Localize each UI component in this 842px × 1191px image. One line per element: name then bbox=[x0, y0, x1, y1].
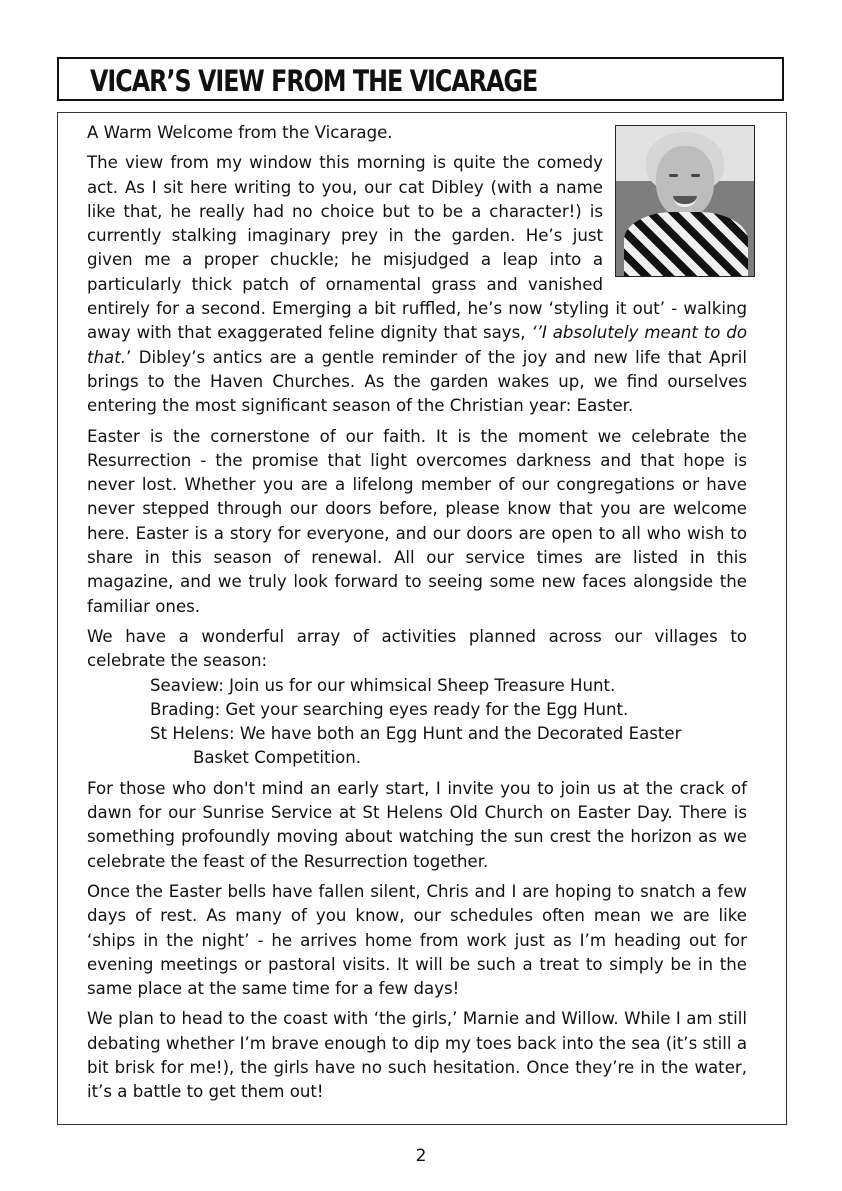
paragraph-easter: Easter is the cornerstone of our faith. It is the moment we celebrate the Resurrection - the promise that light overcomes darkness and that hope is never lost. Whether you are a lifelong member of our congregations or have never stepped through our doors before, please know that you are welcome here. Easter is a story for everyone, and our doors are open to all who wish to share in this season of renewal. All our service times are listed in this magazine, and we truly look forward to seeing some new faces alongside the familiar ones. bbox=[87, 426, 747, 616]
paragraph-sunrise: For those who don't mind an early start, I invite you to join us at the crack of dawn for our Sunrise Service at St Helens Old Church on Easter Day. There is something profoundly moving about watching the sun crest the horizon as we celebrate the feast of the Resurrection together. bbox=[87, 778, 747, 871]
cat-quote: ‘’I absolutely meant to do that. bbox=[87, 323, 747, 367]
activity-st-helens: St Helens: We have both an Egg Hunt and the Decorated Easter bbox=[150, 724, 682, 744]
article-box bbox=[57, 112, 787, 1125]
paragraph-rest: Once the Easter bells have fallen silent, Chris and I are hoping to snatch a few days of rest. As many of you know, our schedules often mean we are like ‘ships in the night’ - he arrives home from work just as I’m heading out for evening meetings or pastoral visits. It will be such a treat to simply be in the same place at the same time for a few days! bbox=[87, 881, 747, 999]
greeting: A Warm Welcome from the Vicarage. bbox=[87, 123, 393, 142]
title-box bbox=[57, 57, 784, 101]
paragraph-coast: We plan to head to the coast with ‘the girls,’ Marnie and Willow. While I am still debating whether I’m brave enough to dip my toes back into the sea (it’s still a bit brisk for me!), the girls have no such hesitation. Once they’re in the water, it’s a battle to get them out! bbox=[87, 1009, 747, 1102]
activity-seaview: Seaview: Join us for our whimsical Sheep Treasure Hunt. bbox=[150, 675, 616, 695]
article-body bbox=[87, 121, 747, 1111]
paragraph-cat-end: ’ Dibley’s antics are a gentle reminder of the joy and new life that April brings to the Haven Churches. As the garden wakes up, we find ourselves entering the most significant season of the Christian year: Easter. bbox=[87, 347, 747, 416]
paragraph-cat-text: The view from my window this morning is quite the comedy act. As I sit here writing to you, our cat Dibley (with a name like that, he really had no choice but to be a character!) is currently stalking imaginary prey in the garden. He’s just given me a proper chuckle; he misjudged a leap into a particularly thick patch of ornamental grass and vanished entirely for a second. Emerging a bit ruffled, he’s now ‘styling it out’ - walking away with that exaggerated feline dignity that says, bbox=[87, 153, 747, 343]
paragraph-activities: We have a wonderful array of activities planned across our villages to celebrate the season: bbox=[87, 626, 747, 671]
vicar-portrait-photo bbox=[615, 125, 755, 277]
activity-st-helens-cont: Basket Competition. bbox=[193, 748, 362, 768]
page-title: VICAR’S VIEW FROM THE VICARAGE bbox=[90, 64, 538, 98]
page-number: 2 bbox=[415, 1146, 427, 1166]
activity-brading: Brading: Get your searching eyes ready for the Egg Hunt. bbox=[150, 699, 629, 719]
